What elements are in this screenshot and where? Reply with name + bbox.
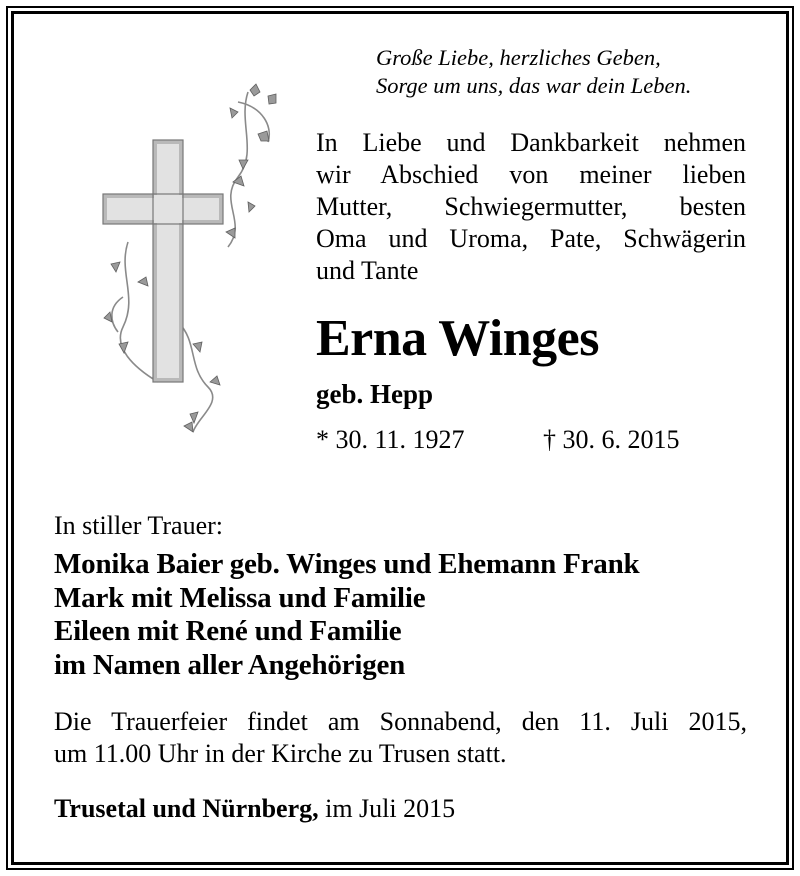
mourning-label: In stiller Trauer:	[54, 511, 223, 540]
place-names: Trusetal und Nürnberg,	[54, 794, 319, 823]
intro-line: Mutter, Schwiegermutter, besten	[316, 192, 746, 221]
intro-line: Oma und Uroma, Pate, Schwägerin	[316, 224, 746, 253]
service-info	[54, 706, 747, 770]
intro-line: wir Abschied von meiner lieben	[316, 160, 746, 189]
service-line: um 11.00 Uhr in der Kirche zu Trusen statt.	[54, 739, 507, 768]
intro-line: und Tante	[316, 256, 419, 285]
intro-line: In Liebe und Dankbarkeit nehmen	[316, 128, 746, 157]
place-date	[54, 793, 455, 825]
maiden-name: geb. Hepp	[316, 379, 434, 409]
intro-text	[316, 127, 746, 287]
death-date: † 30. 6. 2015	[543, 425, 680, 454]
mourner-line: im Namen aller Angehörigen	[54, 648, 406, 681]
quote-line: Sorge um uns, das war dein Leben.	[376, 73, 692, 98]
quote	[376, 44, 691, 100]
mourners-list	[54, 548, 639, 682]
mourner-line: Mark mit Melissa und Familie	[54, 581, 426, 614]
birth-date: * 30. 11. 1927	[316, 425, 465, 454]
service-line: Die Trauerfeier findet am Sonnabend, den 11. Juli 2015,	[54, 707, 747, 736]
date-text: im Juli 2015	[318, 794, 456, 823]
mourner-line: Monika Baier geb. Winges und Ehemann Frank	[54, 548, 640, 580]
cross-with-ivy-icon	[98, 82, 288, 442]
quote-line: Große Liebe, herzliches Geben,	[376, 45, 661, 70]
mourner-line: Eileen mit René und Familie	[54, 615, 402, 647]
deceased-name: Erna Winges	[316, 310, 599, 367]
